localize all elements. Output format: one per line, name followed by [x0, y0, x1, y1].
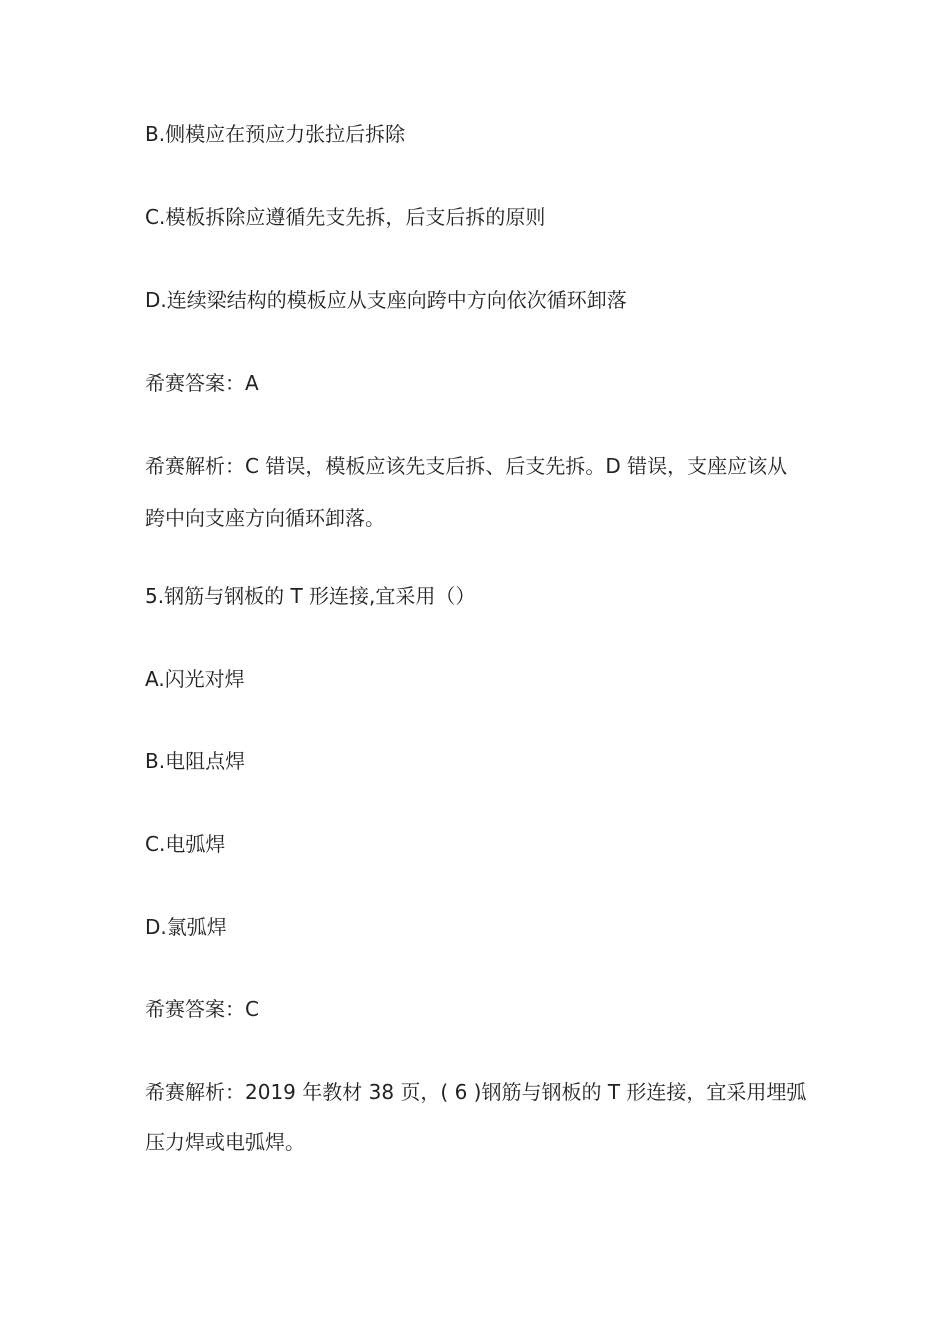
q5-question: 5.钢筋与钢板的 T 形连接,宜采用（） — [145, 584, 476, 608]
q4-answer: 希赛答案：A — [145, 371, 259, 395]
q4-option-d: D.连续梁结构的模板应从支座向跨中方向依次循环卸落 — [145, 288, 627, 312]
q4-option-b: B.侧模应在预应力张拉后拆除 — [145, 122, 406, 146]
q5-option-c: C.电弧焊 — [145, 832, 226, 856]
q5-option-a: A.闪光对焊 — [145, 667, 245, 691]
q5-option-d: D.氯弧焊 — [145, 915, 227, 939]
q5-analysis-line-2: 压力焊或电弧焊。 — [145, 1130, 305, 1154]
q5-option-b: B.电阻点焊 — [145, 749, 246, 773]
q4-option-c: C.模板拆除应遵循先支先拆，后支后拆的原则 — [145, 205, 546, 229]
q4-analysis-line-2: 跨中向支座方向循环卸落。 — [145, 506, 385, 530]
q4-analysis-line-1: 希赛解析：C 错误，模板应该先支后拆、后支先拆。D 错误，支座应该从 — [145, 454, 788, 478]
q5-answer: 希赛答案：C — [145, 997, 259, 1021]
q5-analysis-line-1: 希赛解析：2019 年教材 38 页，( 6 )钢筋与钢板的 T 形连接，宜采用埋弧 — [145, 1080, 807, 1104]
